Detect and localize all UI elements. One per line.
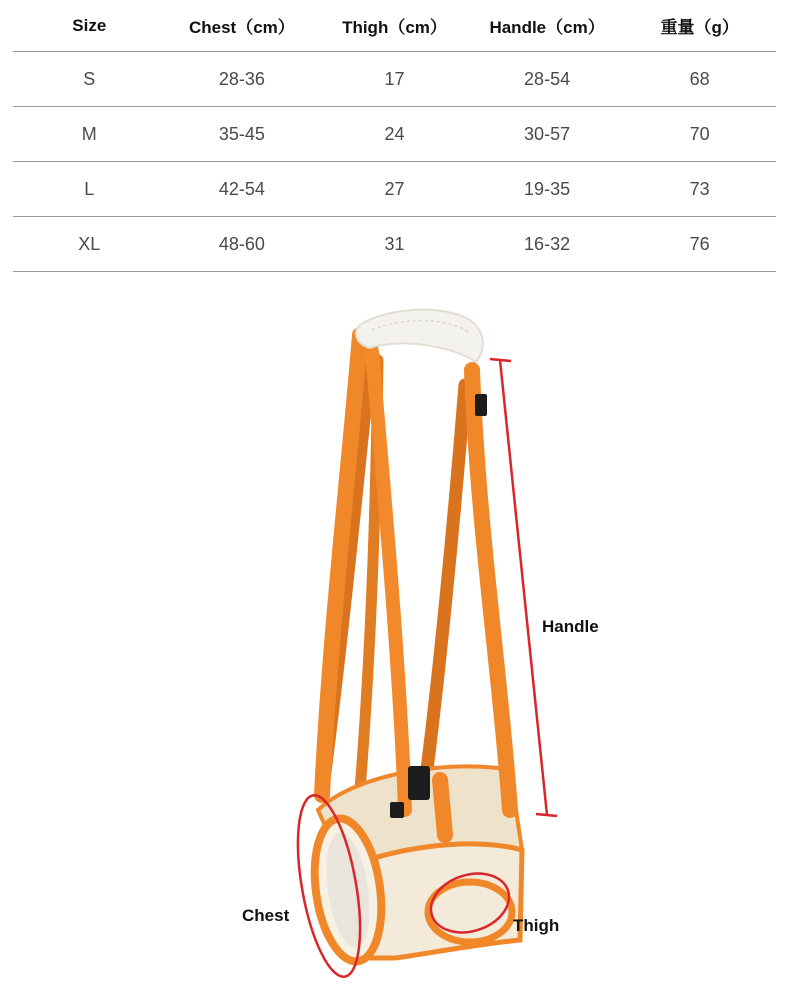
- cell-size: L: [13, 162, 166, 217]
- rear-right-strap: [425, 385, 465, 785]
- cell-chest: 48-60: [166, 217, 319, 272]
- strap-slider-icon: [475, 394, 487, 416]
- cell-handle: 16-32: [471, 217, 624, 272]
- cell-size: XL: [13, 217, 166, 272]
- body-strap: [440, 780, 445, 835]
- handle-label: Handle: [542, 617, 599, 636]
- cell-chest: 28-36: [166, 52, 319, 107]
- cell-thigh: 27: [318, 162, 471, 217]
- cell-handle: 19-35: [471, 162, 624, 217]
- table-row: [13, 52, 776, 107]
- cell-weight: 70: [623, 107, 776, 162]
- handle-measure-cap-top: [490, 359, 511, 361]
- harness-figure: [0, 290, 790, 1008]
- cell-weight: 68: [623, 52, 776, 107]
- cell-thigh: 17: [318, 52, 471, 107]
- header-size: Size: [13, 0, 166, 52]
- cell-chest: 42-54: [166, 162, 319, 217]
- table-header-row: [13, 0, 776, 52]
- cell-weight: 73: [623, 162, 776, 217]
- cell-thigh: 31: [318, 217, 471, 272]
- header-chest: Chest（cm）: [166, 0, 319, 52]
- header-weight: 重量（g）: [623, 0, 776, 52]
- strap-ring-icon: [390, 802, 404, 818]
- table-row: [13, 162, 776, 217]
- table-row: [13, 217, 776, 272]
- cell-chest: 35-45: [166, 107, 319, 162]
- size-chart-table: [13, 0, 776, 272]
- cell-size: M: [13, 107, 166, 162]
- chest-label: Chest: [242, 906, 290, 925]
- front-right-strap: [472, 370, 510, 810]
- header-handle: Handle（cm）: [471, 0, 624, 52]
- harness-illustration: [0, 290, 790, 1008]
- cell-thigh: 24: [318, 107, 471, 162]
- cell-weight: 76: [623, 217, 776, 272]
- thigh-label: Thigh: [513, 916, 560, 935]
- cell-handle: 28-54: [471, 52, 624, 107]
- table-row: [13, 107, 776, 162]
- handle-measure-cap-bottom: [536, 814, 557, 816]
- cell-handle: 30-57: [471, 107, 624, 162]
- cell-size: S: [13, 52, 166, 107]
- header-thigh: Thigh（cm）: [318, 0, 471, 52]
- buckle-icon: [408, 766, 430, 800]
